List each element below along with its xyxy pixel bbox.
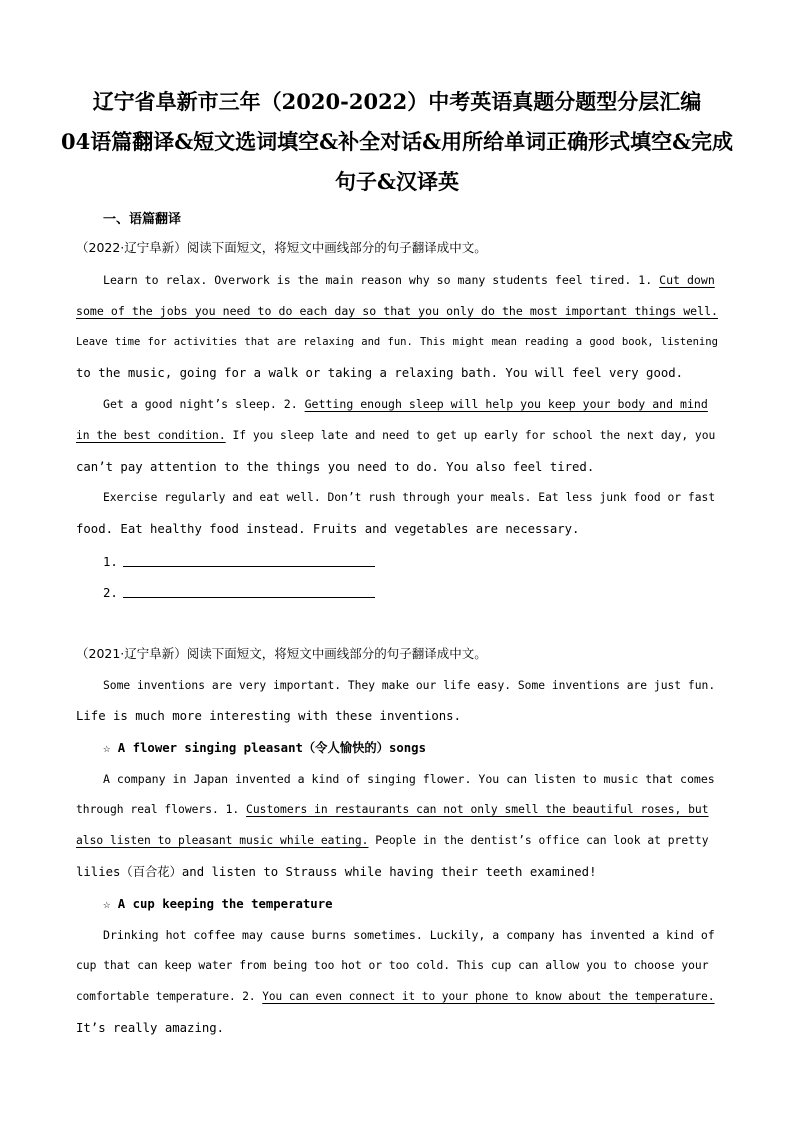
- underlined-sentence: Getting enough sleep will help you keep your body and mind: [304, 397, 708, 411]
- underlined-sentence: You can even connect it to your phone to know about the temperature.: [262, 990, 715, 1003]
- text-span: Learn to relax. Overwork is the main reason why so many students feel tired. 1.: [103, 273, 660, 287]
- answer-blank-2[interactable]: [123, 583, 375, 598]
- passage-line: It’s really amazing.: [76, 1021, 225, 1035]
- text-span: through real flowers. 1.: [76, 803, 247, 816]
- title-line-2: 04语篇翻译&短文选词填空&补全对话&用所给单词正确形式填空&完成: [60, 129, 734, 154]
- text-span: If you sleep late and need to get up early for school the next day, you: [225, 429, 716, 442]
- title-line-1: 辽宁省阜新市三年（2020-2022）中考英语真题分题型分层汇编: [92, 89, 702, 114]
- passage-line: cup that can keep water from being too hot or too cold. This cup can allow you to choose your: [76, 959, 709, 972]
- passage-line: [103, 396, 718, 412]
- title-line-3: 句子&汉译英: [335, 169, 459, 194]
- passage-line: lilies（百合花）and listen to Strauss while having their teeth examined!: [76, 865, 597, 879]
- passage-line: A company in Japan invented a kind of singing flower. You can listen to music that comes: [103, 772, 715, 786]
- answer-number-1: 1.: [103, 555, 118, 569]
- answer-blank-1[interactable]: [123, 552, 375, 567]
- passage-line: Life is much more interesting with these inventions.: [76, 709, 461, 723]
- text-span: comfortable temperature. 2.: [76, 990, 263, 1003]
- passage-line: Exercise regularly and eat well. Don’t rush through your meals. Eat less junk food or fast: [103, 491, 716, 504]
- passage-line: food. Eat healthy food instead. Fruits and vegetables are necessary.: [76, 522, 580, 536]
- subheading-cup: ☆ A cup keeping the temperature: [103, 897, 333, 911]
- passage-line: Drinking hot coffee may cause burns sometimes. Luckily, a company has invented a kind of: [103, 928, 715, 942]
- passage-line: [103, 272, 718, 288]
- passage-line: [76, 802, 718, 818]
- passage-line: to the music, going for a walk or taking a relaxing bath. You will feel very good.: [76, 366, 684, 380]
- underlined-sentence: some of the jobs you need to do each day so that you only do the most important things well.: [76, 304, 718, 318]
- passage-line: Leave time for activities that are relaxing and fun. This might mean reading a good book, listening: [76, 336, 718, 348]
- text-span: Get a good night’s sleep. 2.: [103, 397, 305, 411]
- passage-line: Some inventions are very important. They make our life easy. Some inventions are just fun.: [103, 679, 716, 692]
- subheading-flower: ☆ A flower singing pleasant（令人愉快的）songs: [103, 741, 426, 755]
- text-span: People in the dentist’s office can look at pretty: [368, 834, 709, 847]
- section-heading: 一、语篇翻译: [103, 212, 182, 227]
- passage-line: [76, 989, 718, 1005]
- passage-line: [76, 833, 718, 849]
- answer-number-2: 2.: [103, 586, 118, 600]
- underlined-sentence: in the best condition.: [76, 429, 226, 442]
- underlined-sentence: Customers in restaurants can not only smell the beautiful roses, but: [246, 803, 709, 816]
- passage-line: [76, 428, 718, 444]
- question-source-2022: （2022·辽宁阜新）阅读下面短文，将短文中画线部分的句子翻译成中文。: [76, 240, 487, 255]
- passage-line: can’t pay attention to the things you need to do. You also feel tired.: [76, 460, 595, 474]
- underlined-sentence: also listen to pleasant music while eating.: [76, 834, 369, 847]
- question-source-2021: （2021·辽宁阜新）阅读下面短文，将短文中画线部分的句子翻译成中文。: [76, 646, 487, 661]
- underlined-sentence: Cut down: [659, 273, 715, 287]
